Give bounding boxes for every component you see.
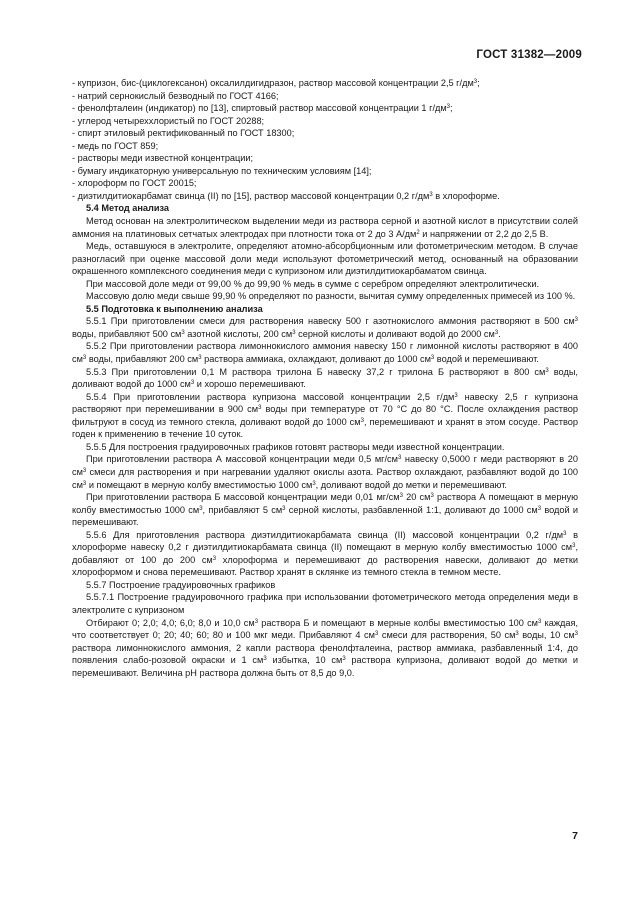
section-heading: 5.4 Метод анализа bbox=[86, 203, 170, 214]
paragraph: Метод основан на электролитическом выделении меди из раствора серной и азотной кислот в присутствии солей аммония на платиновых сетчатых электродах при плотности тока от 2 до 3 $А/дм^2$ и напряжении от 2,2 до 2,5 В. bbox=[72, 216, 578, 239]
paragraph: 5.5.4 При приготовлении раствора купризона массовой концентрации 2,5 $г/дм^3$ навеску 2,5 г купризона растворяют при перемешивании в 900 $см^3$ воды при температуре от 70 °С до 80 °С. После охлаждения раствор фильтруют в сосуд из темного стекла, доливают водой до 1000 $см^3$, перемешивают и хранят в этом сосуде. Раствор годен к применению в течение 10 суток. bbox=[72, 391, 578, 440]
paragraph: При массовой доле меди от 99,00 % до 99,90 % медь в сумме с серебром определяют электролитически. bbox=[86, 278, 540, 289]
paragraph: 5.5.7 Построение градуировочных графиков bbox=[86, 579, 276, 590]
document-body bbox=[72, 77, 578, 679]
paragraph: 5.5.3 При приготовлении 0,1 М раствора трилона Б навеску 37,2 г трилона Б растворяют в 800 $см^3$ воды, доливают водой до 1000 $см^3$ и хорошо перемешивают. bbox=[72, 366, 578, 390]
list-item: - бумагу индикаторную универсальную по техническим условиям [14]; bbox=[72, 165, 372, 176]
paragraph: Массовую долю меди свыше 99,90 % определяют по разности, вычитая сумму определенных примесей из 100 %. bbox=[86, 291, 576, 302]
page-number: 7 bbox=[572, 830, 578, 842]
list-item: - углерод четыреххлористый по ГОСТ 20288; bbox=[72, 115, 265, 126]
list-item: - спирт этиловый ректификованный по ГОСТ 18300; bbox=[72, 128, 295, 139]
paragraph: Медь, оставшуюся в электролите, определяют атомно-абсорбционным или фотометрическим методом. В случае разногласий при оценке массовой доли меди используют фотометрический метод, основанный на образовании окрашенного комплексного соединения меди с купризоном или диэтилдитиокарбаматом свинца. bbox=[72, 241, 578, 277]
paragraph: При приготовлении раствора Б массовой концентрации меди 0,01 $мг/см^3$ 20 $см^3$ раствора А помещают в мерную колбу вместимостью 1000 $см^3$, прибавляют 5 $см^3$ серной кислоты, разбавленной 1:1, доливают до 1000 $см^3$ водой и перемешивают. bbox=[72, 492, 578, 528]
paragraph: 5.5.6 Для приготовления раствора диэтилдитиокарбамата свинца (II) массовой концентрации 0,2 $г/дм^3$ в хлороформе навеску 0,2 г диэтилдитиокарбамата свинца (II) помещают в мерную колбу вместимостью 1000 $см^3$, добавляют от 100 до 200 $см^3$ хлороформа и перемешивают до растворения навески, доливают до метки хлороформом и снова перемешивают. Раствор хранят в склянке из темного стекла в темном месте. bbox=[72, 529, 579, 578]
list-item: - фенолфталеин (индикатор) по [13], спиртовый раствор массовой концентрации 1 $г/дм^3$; bbox=[72, 103, 453, 114]
paragraph: 5.5.7.1 Построение градуировочного графика при использовании фотометрического метода определения меди в электролите с купризоном bbox=[72, 592, 578, 615]
section-heading: 5.5 Подготовка к выполнению анализа bbox=[86, 303, 263, 314]
paragraph: 5.5.5 Для построения градуировочных графиков готовят растворы меди известной концентрации. bbox=[86, 441, 505, 452]
list-item: - растворы меди известной концентрации; bbox=[72, 153, 254, 164]
list-item: - купризон, бис-(циклогексанон) оксалилдигидразон, раствор массовой концентрации 2,5 $г/дм^3$; bbox=[72, 78, 480, 88]
standard-code-header: ГОСТ 31382—2009 bbox=[476, 49, 582, 61]
list-item: - медь по ГОСТ 859; bbox=[72, 140, 159, 151]
paragraph: Отбирают 0; 2,0; 4,0; 6,0; 8,0 и 10,0 $см^3$ раствора Б и помещают в мерные колбы вместимостью 100 $см^3$ каждая, что соответствует 0; 20; 40; 60; 80 и 100 мкг меди. Прибавляют 4 $см^3$ смеси для растворения, 50 $см^3$ воды, 10 $см^3$ раствора лимоннокислого аммония, 2 капли раствора фенолфталеина, раствор аммиака, разбавленный 1:4, до появления слабо-розовой окраски и 1 $см^3$ избытка, 10 $см^3$ раствора купризона, доливают водой до метки и перемешивают. Величина рН раствора должна быть от 8,5 до 9,0. bbox=[72, 617, 579, 678]
paragraph: При приготовлении раствора А массовой концентрации меди 0,5 $мг/см^3$ навеску 0,5000 г меди растворяют в 20 $см^3$ смеси для растворения и при нагревании удаляют окислы азота. Раствор охлаждают, разбавляют водой до 100 $см^3$ и помещают в мерную колбу вместимостью 1000 $см^3$, доливают водой до метки и перемешивают. bbox=[72, 454, 578, 490]
list-item: - натрий сернокислый безводный по ГОСТ 4166; bbox=[72, 90, 279, 101]
paragraph: 5.5.1 При приготовлении смеси для растворения навеску 500 г азотнокислого аммония растворяют в 500 $см^3$ воды, прибавляют 500 $см^3$ азотной кислоты, 200 $см^3$ серной кислоты и доливают водой до 2000 $см^3$. bbox=[72, 316, 578, 339]
list-item: - хлороформ по ГОСТ 20015; bbox=[72, 178, 197, 189]
paragraph: 5.5.2 При приготовлении раствора лимоннокислого аммония навеску 150 г лимонной кислоты растворяют в 400 $см^3$ воды, прибавляют 200 $см^3$ раствора аммиака, охлаждают, доливают до 1000 $см^3$ водой и перемешивают. bbox=[72, 341, 578, 365]
list-item: - диэтилдитиокарбамат свинца (II) по [15], раствор массовой концентрации 0,2 $г/дм^3$ в хлороформе. bbox=[72, 190, 500, 201]
